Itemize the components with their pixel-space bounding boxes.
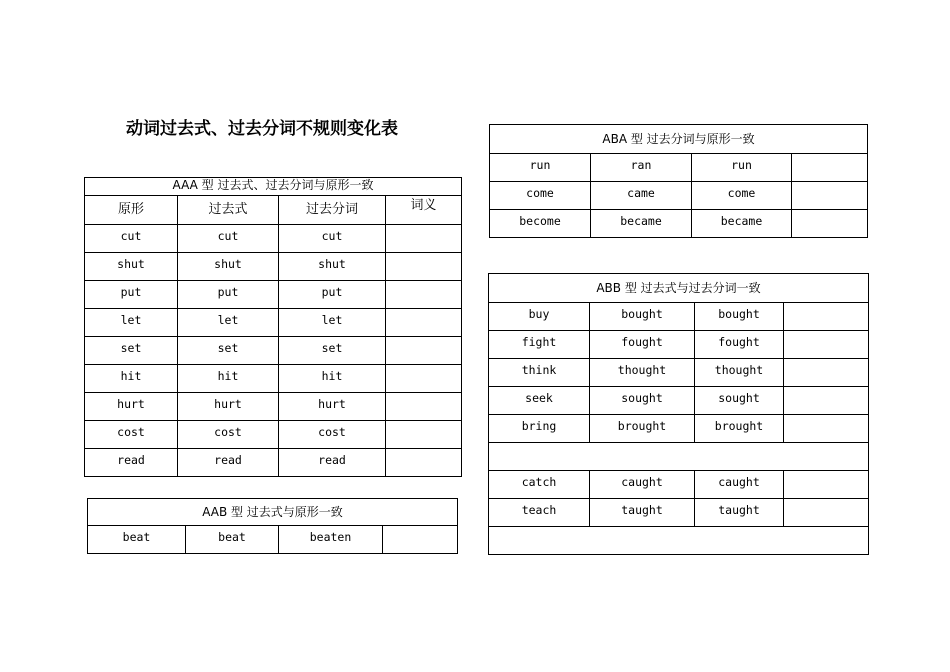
meaning-cell	[386, 225, 462, 253]
base-form-cell: catch	[489, 471, 590, 499]
table-row	[490, 154, 868, 182]
aaa-table	[84, 177, 462, 477]
base-form-cell: come	[490, 182, 591, 210]
past-participle-cell: sought	[695, 387, 784, 415]
past-participle-cell: cut	[279, 225, 386, 253]
past-tense-cell: taught	[590, 499, 695, 527]
header-past-participle: 过去分词	[279, 196, 386, 225]
past-participle-cell: taught	[695, 499, 784, 527]
past-tense-cell: hit	[178, 365, 279, 393]
past-tense-cell: cut	[178, 225, 279, 253]
past-tense-cell: bought	[590, 303, 695, 331]
table-row	[489, 359, 869, 387]
past-tense-cell: caught	[590, 471, 695, 499]
meaning-cell	[784, 471, 869, 499]
base-form-cell: put	[85, 281, 178, 309]
table-row	[489, 471, 869, 499]
past-tense-cell: beat	[186, 526, 279, 554]
past-participle-cell: became	[692, 210, 792, 238]
table-row	[489, 303, 869, 331]
past-tense-cell: cost	[178, 421, 279, 449]
base-form-cell: hurt	[85, 393, 178, 421]
past-participle-cell: bought	[695, 303, 784, 331]
aab-caption: AAB 型 过去式与原形一致	[88, 499, 458, 526]
table-row	[489, 387, 869, 415]
empty-cell	[489, 527, 869, 555]
table-row	[489, 443, 869, 471]
table-row	[85, 449, 462, 477]
base-form-cell: hit	[85, 365, 178, 393]
aab-table	[87, 498, 458, 554]
base-form-cell: think	[489, 359, 590, 387]
past-tense-cell: became	[591, 210, 692, 238]
past-participle-cell: put	[279, 281, 386, 309]
past-tense-cell: hurt	[178, 393, 279, 421]
table-row	[85, 337, 462, 365]
meaning-cell	[386, 421, 462, 449]
base-form-cell: fight	[489, 331, 590, 359]
past-tense-cell: put	[178, 281, 279, 309]
page-title: 动词过去式、过去分词不规则变化表	[126, 119, 398, 139]
past-participle-cell: let	[279, 309, 386, 337]
meaning-cell	[784, 359, 869, 387]
aba-caption: ABA 型 过去分词与原形一致	[490, 125, 868, 154]
meaning-cell	[792, 182, 868, 210]
base-form-cell: seek	[489, 387, 590, 415]
table-row	[85, 365, 462, 393]
meaning-cell	[784, 415, 869, 443]
past-participle-cell: shut	[279, 253, 386, 281]
table-row	[88, 526, 458, 554]
past-participle-cell: hurt	[279, 393, 386, 421]
base-form-cell: cut	[85, 225, 178, 253]
header-past-tense: 过去式	[178, 196, 279, 225]
meaning-cell	[386, 309, 462, 337]
meaning-cell	[386, 449, 462, 477]
abb-table	[488, 273, 869, 555]
base-form-cell: teach	[489, 499, 590, 527]
table-row	[490, 210, 868, 238]
past-participle-cell: beaten	[279, 526, 383, 554]
past-participle-cell: read	[279, 449, 386, 477]
meaning-cell	[386, 365, 462, 393]
table-row	[85, 309, 462, 337]
base-form-cell: set	[85, 337, 178, 365]
past-participle-cell: run	[692, 154, 792, 182]
past-tense-cell: set	[178, 337, 279, 365]
meaning-cell	[792, 154, 868, 182]
past-participle-cell: hit	[279, 365, 386, 393]
past-tense-cell: shut	[178, 253, 279, 281]
table-row	[85, 225, 462, 253]
past-tense-cell: sought	[590, 387, 695, 415]
header-meaning: 词义	[386, 196, 462, 225]
table-row	[489, 415, 869, 443]
aaa-caption: AAA 型 过去式、过去分词与原形一致	[85, 178, 462, 196]
header-base-form: 原形	[85, 196, 178, 225]
table-row	[489, 527, 869, 555]
table-row	[85, 281, 462, 309]
past-tense-cell: thought	[590, 359, 695, 387]
past-tense-cell: fought	[590, 331, 695, 359]
meaning-cell	[784, 387, 869, 415]
table-row	[85, 253, 462, 281]
base-form-cell: run	[490, 154, 591, 182]
past-tense-cell: ran	[591, 154, 692, 182]
meaning-cell	[386, 281, 462, 309]
past-participle-cell: thought	[695, 359, 784, 387]
past-participle-cell: fought	[695, 331, 784, 359]
abb-caption: ABB 型 过去式与过去分词一致	[489, 274, 869, 303]
empty-cell	[489, 443, 869, 471]
past-tense-cell: let	[178, 309, 279, 337]
table-row	[489, 499, 869, 527]
meaning-cell	[386, 253, 462, 281]
base-form-cell: buy	[489, 303, 590, 331]
table-row	[489, 331, 869, 359]
meaning-cell	[784, 499, 869, 527]
base-form-cell: let	[85, 309, 178, 337]
meaning-cell	[784, 303, 869, 331]
base-form-cell: beat	[88, 526, 186, 554]
base-form-cell: cost	[85, 421, 178, 449]
meaning-cell	[792, 210, 868, 238]
past-tense-cell: read	[178, 449, 279, 477]
meaning-cell	[784, 331, 869, 359]
past-participle-cell: come	[692, 182, 792, 210]
table-row	[85, 421, 462, 449]
base-form-cell: read	[85, 449, 178, 477]
aba-table	[489, 124, 868, 238]
base-form-cell: become	[490, 210, 591, 238]
past-participle-cell: set	[279, 337, 386, 365]
past-tense-cell: came	[591, 182, 692, 210]
meaning-cell	[383, 526, 458, 554]
past-participle-cell: caught	[695, 471, 784, 499]
meaning-cell	[386, 337, 462, 365]
table-row	[490, 182, 868, 210]
meaning-cell	[386, 393, 462, 421]
table-row	[85, 393, 462, 421]
past-participle-cell: brought	[695, 415, 784, 443]
base-form-cell: bring	[489, 415, 590, 443]
past-tense-cell: brought	[590, 415, 695, 443]
base-form-cell: shut	[85, 253, 178, 281]
past-participle-cell: cost	[279, 421, 386, 449]
